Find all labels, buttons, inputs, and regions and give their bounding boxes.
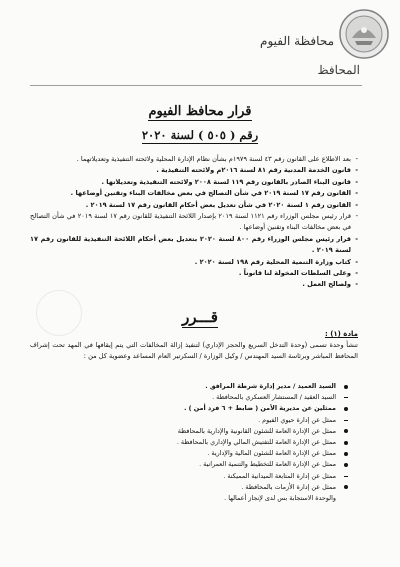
- preamble-item: - وعلى السلطات المخولة لنا قانوناً .: [30, 268, 358, 279]
- member-item: السيد العقيد / المستشار العسكري بالمحافظة .: [48, 392, 348, 403]
- preamble-list: [30, 154, 358, 291]
- member-item: ممثل عن الإدارة العامة للتخطيط والتنمية العمرانية .: [48, 459, 348, 470]
- preamble-item: - قانون الخدمة المدنية رقم ٨١ لسنة ٢٠١٦م ولائحته التنفيذية .: [30, 165, 358, 176]
- decides-heading-text: قـــرر: [182, 308, 218, 326]
- article-body: تنشأ وحدة تسمى (وحدة التدخل السريع والحجز الإداري) لتنفيذ إزالة المخالفات التي يتم إيقافها في المهد تحت إشراف المحافظ المباشر وبرئاسة السيد المهندس / وكيل الوزارة / السكرتير العام المساعد وعضوية كل من :: [30, 341, 358, 360]
- governorate-name: محافظة الفيوم: [260, 34, 334, 48]
- article-heading: [325, 330, 358, 338]
- decree-number: [0, 128, 400, 142]
- member-item: والوحدة الاستجابة بس لدى لإنجاز أعمالها .: [224, 494, 336, 503]
- member-item: ممثل عن إدارة الأزمات بالمحافظة .: [48, 482, 348, 493]
- preamble-item: - قرار رئيس مجلس الوزراء رقم ٨٠٠ لسنة ٢٠٢٠ بتعديل بعض أحكام اللائحة التنفيذية للقانون رقم ١٧ لسنة ٢٠١٩ .: [30, 234, 358, 257]
- member-item: ممثل عن إدارة المتابعة الميدانية المميكنة .: [48, 471, 348, 482]
- member-item: ممثل عن الإدارة العامة للشئون القانونية والإدارية بالمحافظة: [48, 426, 348, 437]
- decree-title: [0, 104, 400, 119]
- member-item: ممثل عن إدارة حيوي الفيوم .: [48, 415, 348, 426]
- preamble-item: - قرار رئيس مجلس الوزراء رقم ١١٢١ لسنة ٢٠١٩ بإصدار اللائحة التنفيذية للقانون رقم ١٧ لسنة ٢٠١٩ في شأن التصالح في بعض مخالفات البناء وتقنين أوضاعها .: [30, 211, 358, 234]
- member-item: ممثل عن الإدارة العامة للشئون المالية والإدارية .: [48, 448, 348, 459]
- decree-title-text: قرار محافظ الفيوم: [148, 104, 252, 119]
- preamble-item: - كتاب وزارة التنمية المحلية رقم ١٩٨ لسنة ٢٠٢٠ .: [30, 257, 358, 268]
- governor-title: المحافظ: [317, 63, 360, 77]
- decides-heading: [0, 308, 400, 326]
- preamble-item: - القانون رقم ١ لسنة ٢٠٢٠ في شأن تعديل بعض أحكام القانون رقم ١٧ لسنة ٢٠١٩ .: [30, 200, 358, 211]
- member-item: السيد العميد / مدير إدارة شرطة المرافق .: [48, 381, 348, 392]
- preamble-item: - قانون البناء الصادر بالقانون رقم ١١٩ لسنة ٢٠٠٨ ولائحته التنفيذية وتعديلاتها .: [30, 177, 358, 188]
- preamble-item: - بعد الاطلاع على القانون رقم ٤٣ لسنة ١٩٧٩م بشأن نظام الإدارة المحلية ولائحته التنفيذية وتعديلاتهما .: [30, 154, 358, 165]
- header-divider: [30, 85, 362, 86]
- decree-number-text: رقم ( ٥٠٥ ) لسنة ٢٠٢٠: [141, 128, 259, 142]
- member-item: ممثلين عن مديرية الأمن ( ضابط + ٦ فرد أمن ) .: [48, 403, 348, 414]
- preamble-item: - ولصالح العمل .: [30, 279, 358, 290]
- preamble-item: - القانون رقم ١٧ لسنة ٢٠١٩ في شأن التصالح في بعض مخالفات البناء وتقنين أوضاعها .: [30, 188, 358, 199]
- letterhead: [220, 8, 390, 58]
- members-list: [48, 381, 348, 504]
- member-item: ممثل عن الإدارة العامة للتفتيش المالي والإداري بالمحافظة .: [48, 437, 348, 448]
- article-heading-text: مادة (١) :: [324, 330, 358, 338]
- governorate-emblem-icon: [338, 8, 390, 60]
